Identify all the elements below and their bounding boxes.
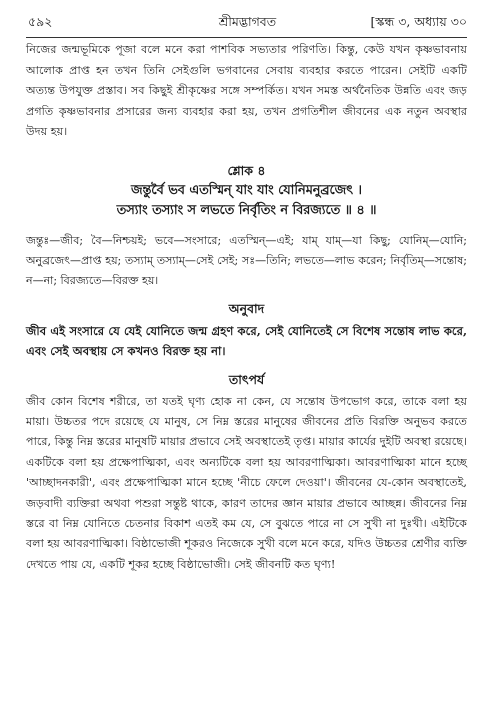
verse-line-2: তস্যাং তস্যাং স লভতে নির্বৃতিং ন বিরজ্যতে ॥ ৪ ॥ (116, 202, 377, 218)
verse-heading: শ্লোক ৪ (227, 162, 266, 178)
book-title: শ্রীমদ্ভাগবত (218, 14, 277, 29)
intro-paragraph: নিজের জন্মভূমিকে পূজা বলে মনে করা পাশবিক সভ্যতার পরিণতি। কিন্তু, কেউ যখন কৃষ্ণভাবনায় আলোক প্রাপ্ত হন তখন তিনি সেইগুলি ভগবানের সেবায় ব্যবহার করতে পারেন। সেইটি একটি অত্যন্ত উপযুক্ত প্রস্তাব। সব কিছুই শ্রীকৃষ্ণের সঙ্গে সম্পর্কিত। যখন সমস্ত অর্থনৈতিক উন্নতি এবং জড় প্রগতি কৃষ্ণভাবনার প্রসারের জন্য ব্যবহার করা হয়, তখন প্রগতিশীল জীবনের এক নতুন অবস্থার উদয় হয়। (26, 43, 467, 138)
translation-heading: অনুবাদ (228, 300, 265, 316)
verse-line-1: জন্তুর্বৈ ভব এতস্মিন্ যাং যাং যোনিমনুব্রজেৎ । (131, 182, 362, 198)
page-header (28, 14, 467, 32)
purport-heading: তাৎপর্য (228, 371, 265, 387)
purport-text: জীব কোন বিশেষ শরীরে, তা যতই ঘৃণ্য হোক না কেন, যে সন্তোষ উপভোগ করে, তাকে বলা হয় মায়া। উচ্চতর পদে রয়েছে যে মানুষ, সে নিম্ন স্তরের মানুষের জীবনের প্রতি বিরক্তি অনুভব করতে পারে, কিন্তু নিম্ন স্তরের মানুষটি মায়ার প্রভাবে সেই অবস্থাতেই তৃপ্ত। মায়ার কার্যের দুইটি অবস্থা রয়েছে। একটিকে বলা হয় প্রক্ষেপাত্মিকা, এবং অন্যটিকে বলা হয় আবরণাত্মিকা। আবরণাত্মিকা মানে হচ্ছে 'আচ্ছাদনকারী', এবং প্রক্ষেপাত্মিকা মানে হচ্ছে 'নীচে ফেলে দেওয়া'। জীবনের যে-কোন অবস্থাতেই, জড়বাদী ব্যক্তিরা অথবা পশুরা সন্তুষ্ট থাকে, কারণ তাদের জ্ঞান মায়ার প্রভাবে আচ্ছন্ন। জীবনের নিম্ন স্তরে বা নিম্ন যোনিতে চেতনার বিকাশ এতই কম যে, সে বুঝতে পারে না সে সুখী না দুঃখী। এইটিকে বলা হয় আবরণাত্মিকা। বিষ্ঠাভোজী শূকরও নিজেকে সুখী বলে মনে করে, যদিও উচ্চতর শ্রেণীর ব্যক্তি দেখতে পায় যে, একটি শূকর হচ্ছে বিষ্ঠাভোজী। সেই জীবনটি কত ঘৃণ্য! (26, 394, 467, 571)
translation-text: জীব এই সংসারে যে যেই যোনিতে জন্ম গ্রহণ করে, সেই যোনিতেই সে বিশেষ সন্তোষ লাভ করে, এবং সেই অবস্থায় সে কখনও বিরক্ত হয় না। (26, 323, 467, 358)
canto-chapter: [স্কন্ধ ৩, অধ্যায় ৩০ (370, 14, 467, 29)
synonyms: জন্তুঃ—জীব; বৈ—নিশ্চয়ই; ভবে—সংসারে; এতস্মিন্—এই; যাম্ যাম্—যা কিছু; যোনিম্—যোনি; অনুব্রজেৎ—প্রাপ্ত হয়; তস্যাম্ তস্যাম্—সেই সেই; সঃ—তিনি; লভতে—লাভ করেন; নির্বৃতিম্—সন্তোষ; ন—না; বিরজ্যতে—বিরক্ত হয়। (26, 233, 467, 287)
page-body (26, 40, 467, 575)
header-rule (26, 37, 467, 38)
page-number: ৫৯২ (28, 14, 53, 29)
